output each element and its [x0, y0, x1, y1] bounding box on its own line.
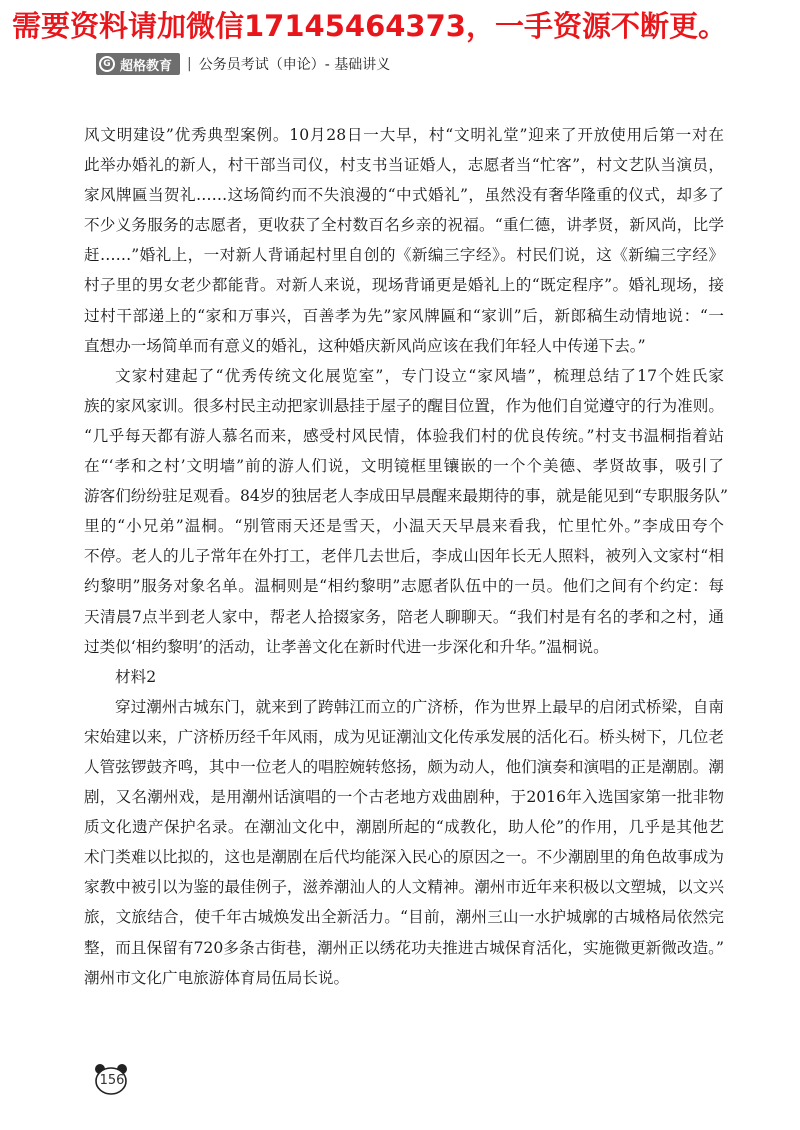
header-separator: |	[187, 56, 192, 72]
text-line: 不停。老人的儿子常年在外打工，老伴几去世后，李成山因年长无人照料，被列入文家村“相	[84, 547, 724, 566]
text-line: 过村干部递上的“家和万事兴，百善孝为先”家风牌匾和“家训”后，新郎稿生动情地说：“一	[84, 306, 724, 325]
running-header	[96, 52, 390, 76]
text-line: 人管弦锣鼓齐鸣，其中一位老人的唱腔婉转悠扬，颇为动人，他们演奏和演唱的正是潮剧。潮	[84, 757, 724, 776]
text-line: 族的家风家训。很多村民主动把家训悬挂于屋子的醒目位置，作为他们自觉遵守的行为准则。	[84, 396, 724, 415]
text-line: 宋始建以来，广济桥历经千年风雨，成为见证潮汕文化传承发展的活化石。桥头树下，几位老	[84, 727, 724, 746]
body-text	[84, 120, 728, 993]
logo-mark-icon: G	[99, 56, 115, 72]
text-line: 剧，又名潮州戏，是用潮州话演唱的一个古老地方戏曲剧种，于2016年入选国家第一批非物	[84, 788, 724, 807]
text-line: 家教中被引以为鉴的最佳例子，滋养潮汕人的人文精神。潮州市近年来积极以文塑城，以文兴	[84, 878, 724, 897]
page-number: 156	[99, 1072, 125, 1088]
paragraph	[84, 120, 724, 361]
text-line: 材料2	[115, 667, 157, 686]
text-line: 风文明建设”优秀典型案例。10月28日一大早，村“文明礼堂”迎来了开放使用后第一对在	[84, 126, 724, 144]
text-line: 此举办婚礼的新人，村干部当司仪，村支书当证婚人，志愿者当“忙客”，村文艺队当演员，	[84, 156, 724, 175]
text-line: 质文化遗产保护名录。在潮汕文化中，潮剧所起的“成教化，助人伦”的作用，几乎是其他艺	[84, 818, 724, 837]
text-line: 里的“小兄弟”温桐。“别管雨天还是雪天，小温天天早晨来看我，忙里忙外。”李成田夸个	[84, 517, 724, 536]
text-line: 文家村建起了“优秀传统文化展览室”，专门设立“家风墙”，梳理总结了17个姓氏家	[115, 366, 724, 385]
paragraph	[84, 662, 724, 692]
text-line: 家风牌匾当贺礼……这场简约而不失浪漫的“中式婚礼”，虽然没有奢华隆重的仪式，却多了	[84, 186, 724, 205]
paragraph	[84, 692, 724, 993]
text-line: 约黎明”服务对象名单。温桐则是“相约黎明”志愿者队伍中的一员。他们之间有个约定：每	[84, 577, 724, 596]
text-line: 村子里的男女老少都能背。对新人来说，现场背诵更是婚礼上的“既定程序”。婚礼现场，接	[84, 276, 724, 295]
text-line: 潮州市文化广电旅游体育局伍局长说。	[84, 968, 350, 987]
logo-text: 超格教育	[120, 58, 173, 74]
text-line: 游客们纷纷驻足观看。84岁的独居老人李成田早晨醒来最期待的事，就是能见到“专职服务队”	[84, 487, 728, 506]
text-line: 在“‘孝和之村’文明墙”前的游人们说，文明镜框里镶嵌的一个个美德、孝贤故事，吸引了	[84, 457, 724, 476]
text-line: 赶……”婚礼上，一对新人背诵起村里自创的《新编三字经》。村民们说，这《新编三字经》	[84, 246, 724, 265]
watermark-banner: 需要资料请加微信17145464373，一手资源不断更。	[12, 9, 727, 43]
text-line: 穿过潮州古城东门，就来到了跨韩江而立的广济桥，作为世界上最早的启闭式桥梁，自南	[115, 697, 724, 716]
publisher-logo	[96, 53, 180, 75]
text-line: 天清晨7点半到老人家中，帮老人拾掇家务，陪老人聊聊天。“我们村是有名的孝和之村，通	[84, 607, 724, 626]
text-line: 旅，文旅结合，使千年古城焕发出全新活力。“目前，潮州三山一水护城廓的古城格局依然完	[84, 908, 724, 927]
text-line: 过类似‘相约黎明’的活动，让孝善文化在新时代进一步深化和升华。”温桐说。	[84, 637, 609, 656]
text-line: 不少义务服务的志愿者，更收获了全村数百名乡亲的祝福。“重仁德，讲孝贤，新风尚，比学	[84, 216, 724, 235]
text-line: “几乎每天都有游人慕名而来，感受村风民情，体验我们村的优良传统。”村支书温桐指着站	[84, 426, 724, 445]
text-line: 直想办一场简单而有意义的婚礼，这种婚庆新风尚应该在我们年轻人中传递下去。”	[84, 336, 646, 355]
text-line: 整，而且保留有720多条古街巷，潮州正以绣花功夫推进古城保育活化，实施微更新微改造。”	[84, 938, 724, 957]
paragraph	[84, 361, 728, 662]
text-line: 术门类难以比拟的，这也是潮剧在后代均能深入民心的原因之一。不少潮剧里的角色故事成为	[84, 848, 724, 867]
header-title: 公务员考试（申论）- 基础讲义	[198, 57, 391, 73]
